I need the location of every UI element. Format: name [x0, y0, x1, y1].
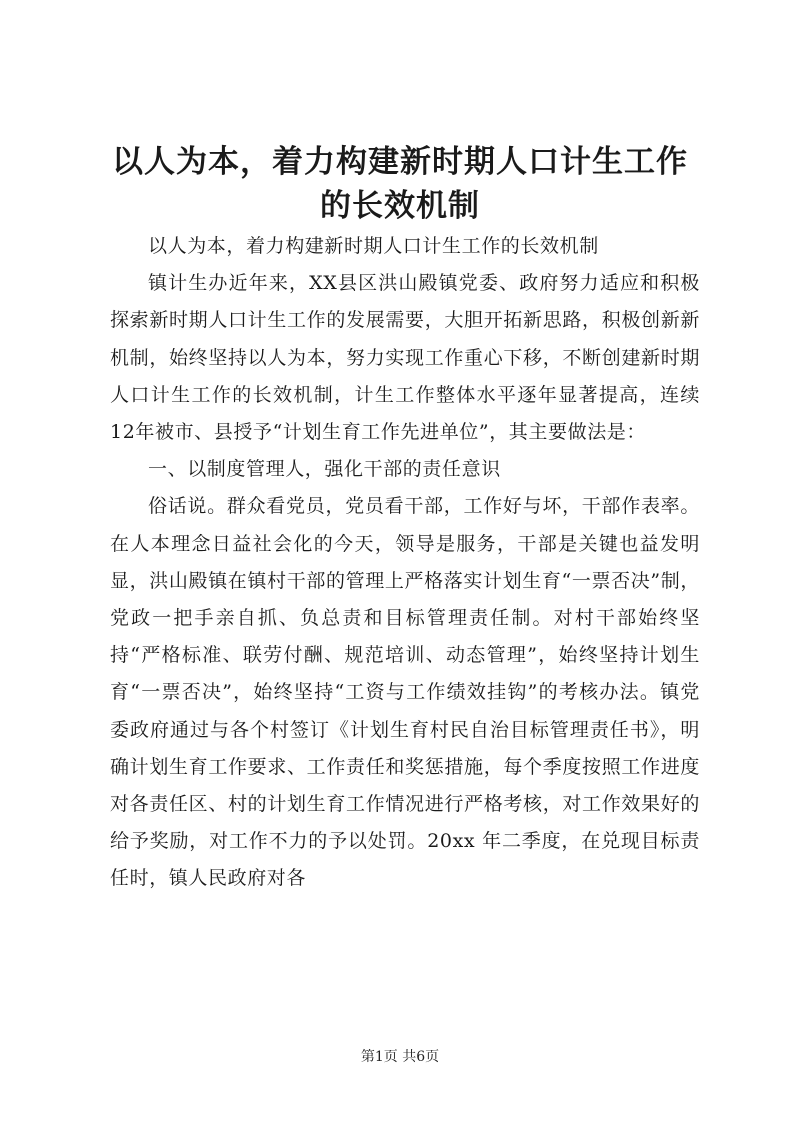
section-heading: 一、以制度管理人，强化干部的责任意识 — [148, 458, 501, 481]
document-body — [110, 228, 700, 898]
document-title: 以人为本，着力构建新时期人口计生工作的长效机制 — [112, 144, 688, 224]
paragraph: 镇计生办近年来，XX县区洪山殿镇党委、政府努力适应和积极探索新时期人口计生工作的发展需要，大胆开拓新思路，积极创新新机制，始终坚持以人为本，努力实现工作重心下移，不断创建新时期人口计生工作的长效机制，计生工作整体水平逐年显著提高，连续12年被市、县授予“计划生育工作先进单位”，其主要做法是： — [110, 272, 700, 444]
paragraph: 俗话说。群众看党员，党员看干部，工作好与坏，干部作表率。在人本理念日益社会化的今天，领导是服务，干部是关键也益发明显，洪山殿镇在镇村干部的管理上严格落实计划生育“一票否决”制，党政一把手亲自抓、负总责和目标管理责任制。对村干部始终坚持“严格标准、联劳付酬、规范培训、动态管理”，始终坚持计划生育“一票否决”，始终坚持“工资与工作绩效挂钩”的考核办法。镇党委政府通过与各个村签订《计划生育村民自治目标管理责任书》，明确计划生育工作要求、工作责任和奖惩措施，每个季度按照工作进度对各责任区、村的计划生育工作情况进行严格考核，对工作效果好的给予奖励，对工作不力的予以处罚。20xx 年二季度，在兑现目标责任时，镇人民政府对各 — [110, 495, 700, 890]
paragraph: 以人为本，着力构建新时期人口计生工作的长效机制 — [148, 235, 599, 257]
page-number: 第1页 共6页 — [360, 1049, 440, 1065]
